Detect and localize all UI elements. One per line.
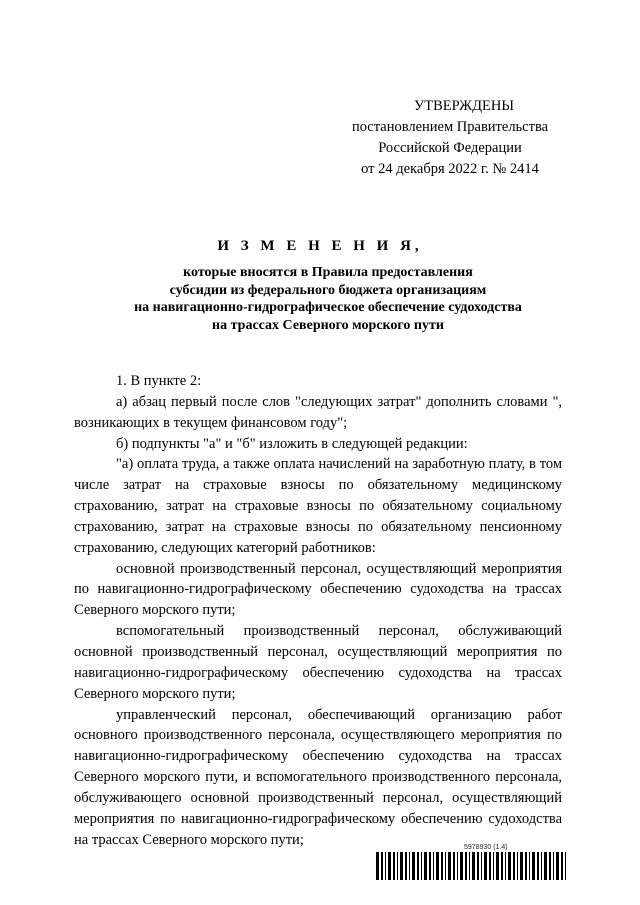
subtitle-line-1: которые вносятся в Правила предоставления bbox=[183, 265, 473, 280]
approval-head: УТВЕРЖДЕНЫ bbox=[413, 98, 515, 114]
paragraph-4: "а) оплата труда, а также оплата начислений на заработную плату, в том числе затрат на страховые взносы по обязательному медицинскому страхованию, затрат на страховые взносы по обязательному социальному страхованию, затрат на страховые взносы по обязательному пенсионному страхованию, следующих категорий работников: bbox=[74, 456, 562, 556]
paragraph-2: а) абзац первый после слов "следующих затрат" дополнить словами ", возникающих в текущем финансовом году"; bbox=[74, 393, 562, 431]
document-title: И З М Е Н Е Н И Я, bbox=[217, 238, 423, 254]
paragraph-1: 1. В пункте 2: bbox=[116, 373, 202, 389]
approval-line-3: от 24 декабря 2022 г. № 2414 bbox=[361, 161, 539, 177]
document-subtitle bbox=[90, 264, 566, 334]
subtitle-line-3: на навигационно-гидрографическое обеспечение судоходства bbox=[134, 300, 522, 315]
paragraph-7: управленческий персонал, обеспечивающий организацию работ основного производственного персонала, осуществляющего мероприятия по навигационно-гидрографическому обеспечению судоходства на трассах Северного морского пути, и вспомогательного производственного персонала, обслуживающего основной производственный персонал, осуществляющий мероприятия по навигационно-гидрографическому обеспечению судоходства на трассах Северного морского пути; bbox=[74, 706, 562, 848]
subtitle-line-2: субсидии из федерального бюджета организациям bbox=[169, 282, 487, 298]
approval-line-2: Российской Федерации bbox=[378, 140, 522, 156]
document-body bbox=[74, 371, 562, 850]
paragraph-5: основной производственный персонал, осуществляющий мероприятия по навигационно-гидрографическому обеспечению судоходства на трассах Северного морского пути; bbox=[74, 560, 562, 619]
subtitle-line-4: на трассах Северного морского пути bbox=[212, 317, 444, 333]
paragraph-6: вспомогательный производственный персонал, обслуживающий основной производственный персонал, осуществляющий мероприятия по навигационно-гидрографическому обеспечению судоходства на трассах Северного морского пути; bbox=[74, 623, 562, 702]
barcode-number: 5978930 (1.4) bbox=[464, 844, 508, 851]
barcode-image bbox=[376, 852, 566, 880]
approval-line-1: постановлением Правительства bbox=[351, 119, 549, 135]
paragraph-3: б) подпункты "а" и "б" изложить в следующей редакции: bbox=[116, 435, 468, 452]
approval-stamp bbox=[330, 96, 570, 180]
